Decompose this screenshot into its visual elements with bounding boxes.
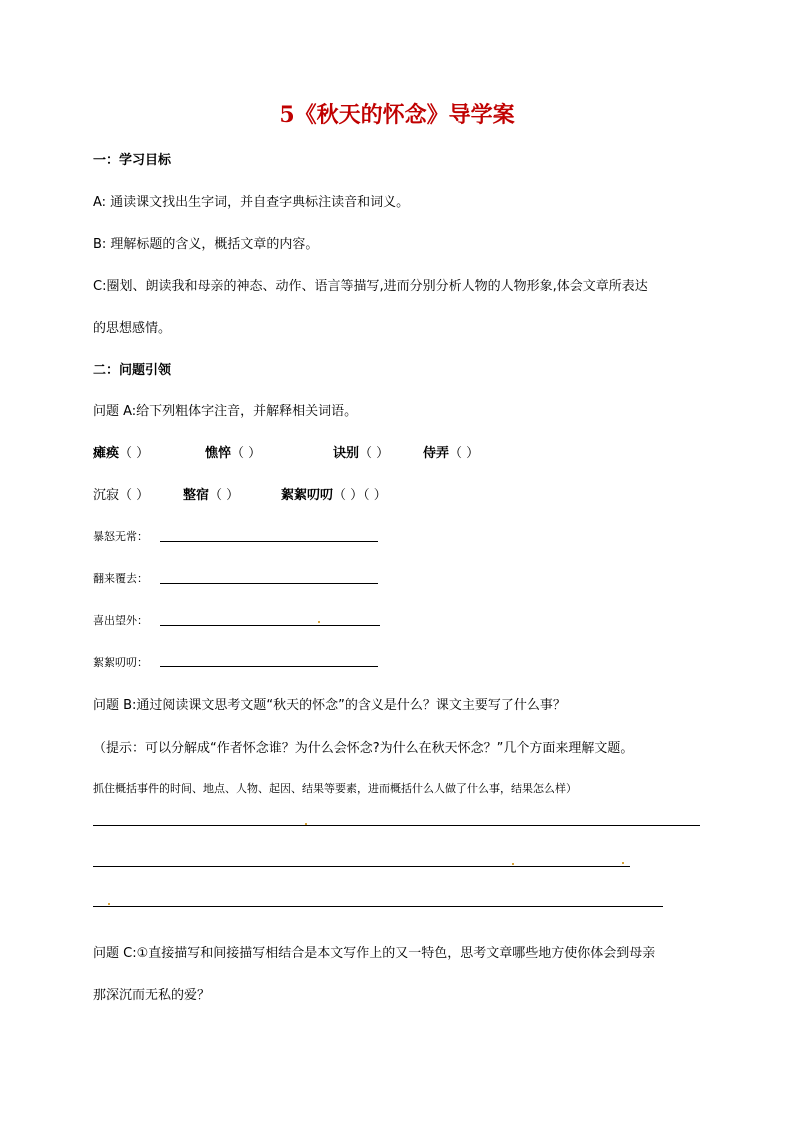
answer-line[interactable]: [160, 666, 378, 667]
objective-a: A: 通读课文找出生字词，并自查字典标注读音和词义。: [93, 195, 410, 210]
vocab-word: 侍弄: [423, 446, 450, 461]
question-b-hint-2: 抓住概括事件的时间、地点、人物、起因、结果等要素，进而概括什么人做了什么事，结果怎么样）: [93, 782, 577, 795]
answer-line[interactable]: [93, 906, 663, 907]
objective-b: B: 理解标题的含义，概括文章的内容。: [93, 237, 319, 252]
vocab-item: [183, 484, 239, 503]
answer-line[interactable]: [160, 625, 380, 626]
vocab-blank: （ ）: [119, 488, 150, 503]
stray-mark: [512, 863, 514, 865]
define-label: 暴怒无常：: [93, 530, 148, 543]
objective-c-line1: C:圈划、朗读我和母亲的神态、动作、语言等描写,进而分别分析人物的人物形象,体会文章所表达: [93, 279, 648, 294]
vocab-row-1: [93, 442, 480, 461]
vocab-word: 絮絮叨叨: [281, 488, 334, 503]
vocab-item: [423, 442, 479, 461]
question-b: 问题 B:通过阅读课文思考文题“秋天的怀念”的含义是什么？课文主要写了什么事？: [93, 698, 566, 713]
vocab-blank: （ ）: [231, 446, 262, 461]
vocab-item: [333, 442, 389, 461]
vocab-blank: （ ）（ ）: [333, 488, 387, 503]
vocab-word: 瘫痪: [93, 446, 120, 461]
vocab-word: 沉寂: [93, 488, 120, 503]
stray-mark: [108, 903, 110, 905]
define-label: 翻来覆去：: [93, 572, 148, 585]
question-c-line1: 问题 C:①直接描写和间接描写相结合是本文写作上的又一特色，思考文章哪些地方使你体会到母亲: [93, 946, 656, 961]
answer-line[interactable]: [160, 541, 378, 542]
answer-line[interactable]: [160, 583, 378, 584]
vocab-blank: （ ）: [209, 488, 240, 503]
question-c-line2: 那深沉而无私的爱？: [93, 988, 211, 1003]
vocab-blank: （ ）: [449, 446, 480, 461]
vocab-word: 整宿: [183, 488, 210, 503]
define-label: 喜出望外：: [93, 614, 148, 627]
vocab-row-2: [93, 484, 387, 503]
stray-mark: [318, 621, 320, 623]
vocab-blank: （ ）: [119, 446, 150, 461]
answer-line[interactable]: [93, 866, 630, 867]
section-heading-questions: 二：问题引领: [93, 363, 172, 378]
section-heading-objectives: 一：学习目标: [93, 153, 172, 168]
question-a: 问题 A:给下列粗体字注音，并解释相关词语。: [93, 404, 358, 419]
page-title: 5《秋天的怀念》导学案: [279, 102, 515, 128]
answer-line[interactable]: [93, 825, 700, 826]
define-label: 絮絮叨叨：: [93, 656, 148, 669]
stray-mark: [305, 823, 307, 825]
vocab-item: [281, 484, 387, 503]
vocab-item: [205, 442, 261, 461]
vocab-blank: （ ）: [359, 446, 390, 461]
vocab-word: 憔悴: [205, 446, 232, 461]
vocab-word: 诀别: [333, 446, 360, 461]
objective-c-line2: 的思想感情。: [93, 321, 172, 336]
vocab-item: [93, 484, 183, 503]
question-b-hint: （提示：可以分解成“作者怀念谁？为什么会怀念?为什么在秋天怀念？”几个方面来理解文题。: [93, 741, 634, 756]
stray-mark: [622, 862, 624, 864]
